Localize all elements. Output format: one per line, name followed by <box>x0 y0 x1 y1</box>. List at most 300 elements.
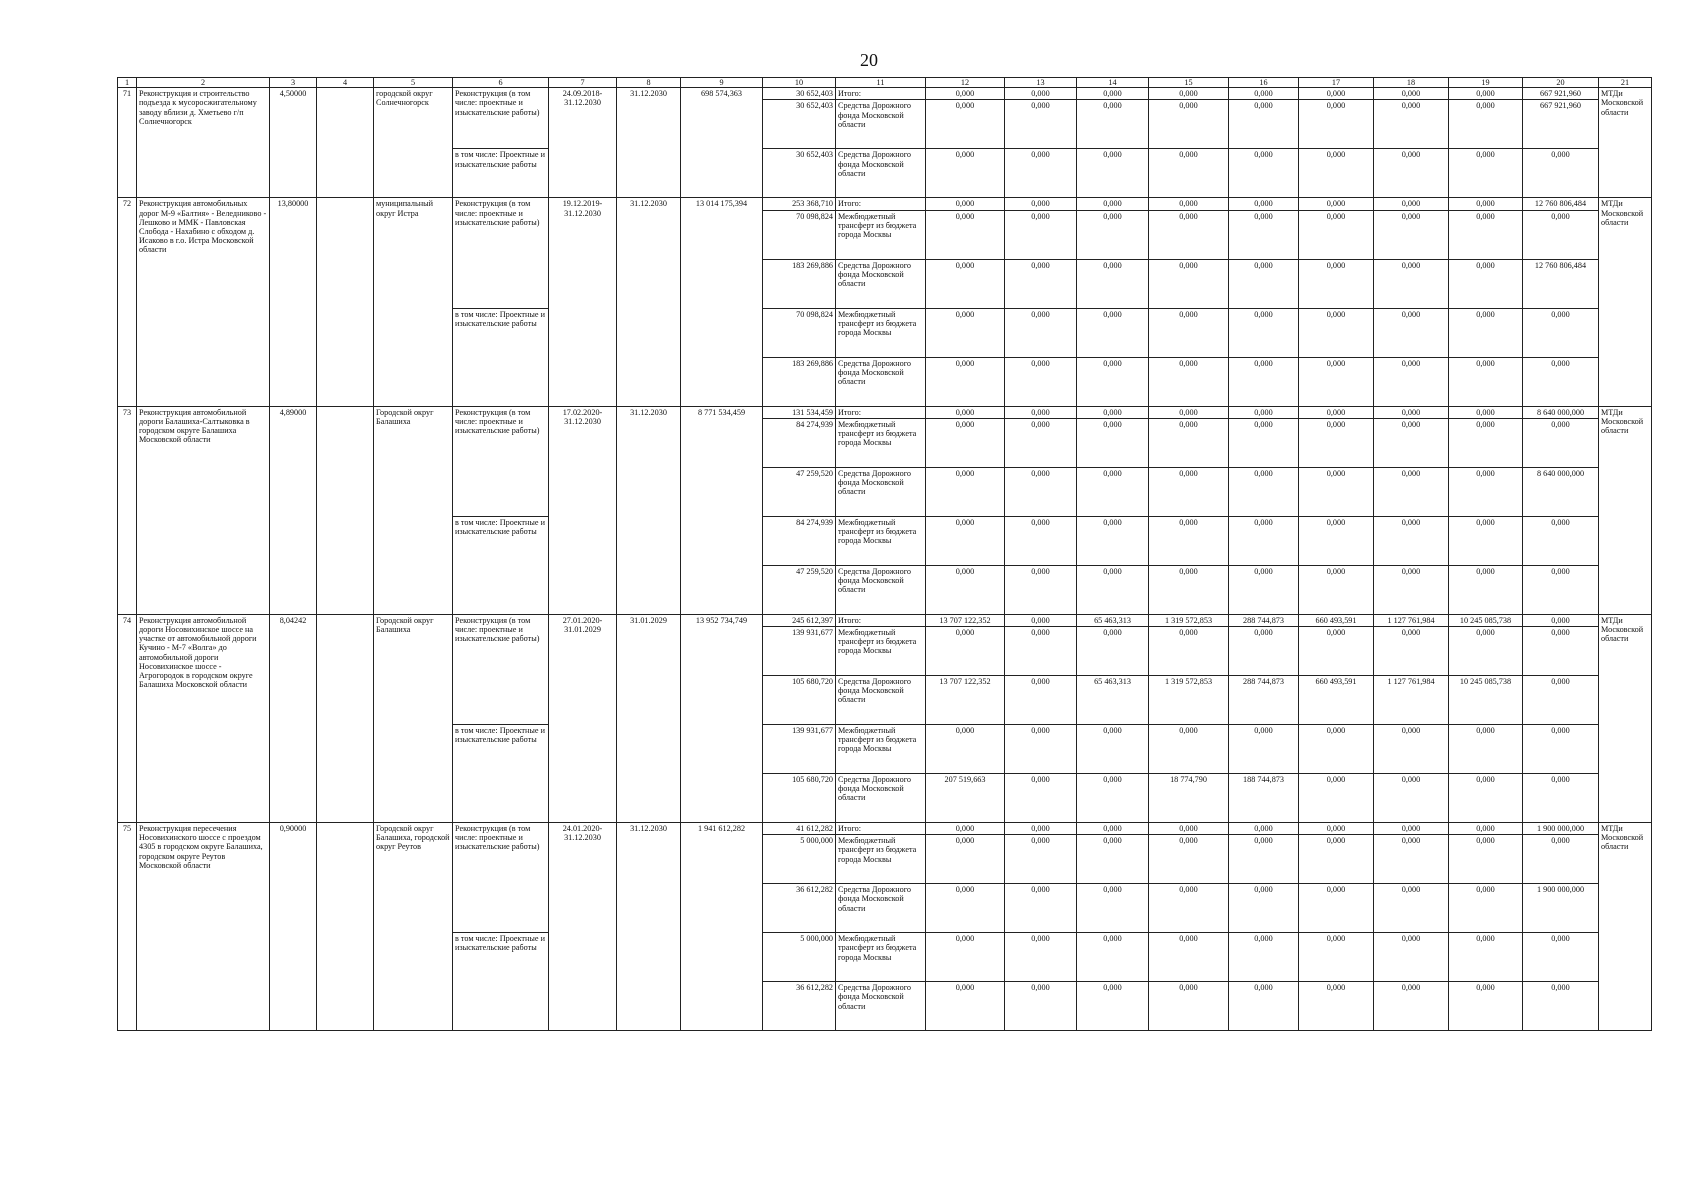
year-value: 12 760 806,484 <box>1523 259 1599 308</box>
year-value: 0,000 <box>1077 198 1149 210</box>
work-type-sub: в том числе: Проектные и изыскательские работы <box>453 724 549 822</box>
year-value: 0,000 <box>1005 100 1077 149</box>
column-header: 15 <box>1149 78 1229 88</box>
year-value: 0,000 <box>1149 822 1229 834</box>
year-value: 0,000 <box>1299 773 1374 822</box>
year-value: 0,000 <box>1449 516 1523 565</box>
financing-source: Межбюджетный трансферт из бюджета города Москвы <box>836 724 926 773</box>
year-value: 0,000 <box>1229 406 1299 418</box>
financing-total: 30 652,403 <box>763 88 836 100</box>
responsible: МТДи Московской области <box>1599 198 1652 406</box>
object-name: Реконструкция автомобильной дороги Балашиха-Салтыковка в городском округе Балашиха Московской области <box>137 406 270 614</box>
year-value: 0,000 <box>1229 100 1299 149</box>
financing-total: 253 368,710 <box>763 198 836 210</box>
cost: 13 952 734,749 <box>681 614 763 822</box>
year-value: 0,000 <box>1523 516 1599 565</box>
year-value: 0,000 <box>1299 933 1374 982</box>
financing-source: Итого: <box>836 406 926 418</box>
year-value: 0,000 <box>1077 516 1149 565</box>
year-value: 0,000 <box>1077 308 1149 357</box>
year-value: 0,000 <box>1374 418 1449 467</box>
year-value: 0,000 <box>1077 933 1149 982</box>
year-value: 0,000 <box>1229 467 1299 516</box>
end-date: 31.12.2030 <box>617 406 681 614</box>
year-value: 0,000 <box>1374 565 1449 614</box>
end-date: 31.12.2030 <box>617 822 681 1030</box>
year-value: 1 319 572,853 <box>1149 675 1229 724</box>
object-name: Реконструкция и строительство подъезда к мусоросжигательному заводу вблизи д. Хметьево г/п Солнечногорск <box>137 88 270 198</box>
year-value: 0,000 <box>926 406 1005 418</box>
year-value: 0,000 <box>1005 467 1077 516</box>
header-row <box>118 78 1652 88</box>
year-value: 0,000 <box>1149 724 1229 773</box>
year-value: 0,000 <box>926 259 1005 308</box>
financing-total: 105 680,720 <box>763 773 836 822</box>
year-value: 1 900 000,000 <box>1523 822 1599 834</box>
municipality: Городской округ Балашиха, городской округ Реутов <box>374 822 453 1030</box>
financing-source: Межбюджетный трансферт из бюджета города Москвы <box>836 933 926 982</box>
year-value: 0,000 <box>1449 88 1523 100</box>
year-value: 0,000 <box>1374 773 1449 822</box>
year-value: 0,000 <box>1077 357 1149 406</box>
year-value: 0,000 <box>1523 357 1599 406</box>
year-value: 0,000 <box>1005 308 1077 357</box>
financing-total: 36 612,282 <box>763 884 836 933</box>
year-value: 0,000 <box>1523 149 1599 198</box>
column-header: 8 <box>617 78 681 88</box>
year-value: 0,000 <box>926 210 1005 259</box>
year-value: 0,000 <box>1149 982 1229 1031</box>
column-header: 10 <box>763 78 836 88</box>
column-header: 17 <box>1299 78 1374 88</box>
year-value: 0,000 <box>1299 210 1374 259</box>
year-value: 0,000 <box>1229 210 1299 259</box>
year-value: 0,000 <box>1374 884 1449 933</box>
year-value: 0,000 <box>926 626 1005 675</box>
year-value: 0,000 <box>1523 626 1599 675</box>
financing-source: Средства Дорожного фонда Московской области <box>836 675 926 724</box>
column-header: 11 <box>836 78 926 88</box>
financing-source: Средства Дорожного фонда Московской области <box>836 565 926 614</box>
year-value: 8 640 000,000 <box>1523 406 1599 418</box>
financing-source: Средства Дорожного фонда Московской области <box>836 773 926 822</box>
row-number: 73 <box>118 406 137 614</box>
year-value: 0,000 <box>926 418 1005 467</box>
period: 24.09.2018-31.12.2030 <box>549 88 617 198</box>
responsible: МТДи Московской области <box>1599 406 1652 614</box>
year-value: 1 319 572,853 <box>1149 614 1229 626</box>
year-value: 0,000 <box>1077 406 1149 418</box>
year-value: 0,000 <box>1005 724 1077 773</box>
financing-total: 30 652,403 <box>763 100 836 149</box>
year-value: 0,000 <box>1077 210 1149 259</box>
column-header: 20 <box>1523 78 1599 88</box>
column-4 <box>317 88 374 198</box>
year-value: 0,000 <box>1229 565 1299 614</box>
year-value: 207 519,663 <box>926 773 1005 822</box>
column-4 <box>317 198 374 406</box>
financing-total: 245 612,397 <box>763 614 836 626</box>
year-value: 0,000 <box>1523 614 1599 626</box>
financing-source: Итого: <box>836 198 926 210</box>
year-value: 0,000 <box>1149 418 1229 467</box>
year-value: 0,000 <box>1299 884 1374 933</box>
year-value: 0,000 <box>1449 259 1523 308</box>
year-value: 0,000 <box>1229 259 1299 308</box>
year-value: 0,000 <box>1523 675 1599 724</box>
year-value: 0,000 <box>1449 210 1523 259</box>
year-value: 0,000 <box>1449 357 1523 406</box>
year-value: 10 245 085,738 <box>1449 614 1523 626</box>
period: 19.12.2019-31.12.2030 <box>549 198 617 406</box>
year-value: 0,000 <box>1229 149 1299 198</box>
cost: 13 014 175,394 <box>681 198 763 406</box>
year-value: 0,000 <box>1005 822 1077 834</box>
year-value: 660 493,591 <box>1299 614 1374 626</box>
year-value: 0,000 <box>926 198 1005 210</box>
financing-total: 105 680,720 <box>763 675 836 724</box>
year-value: 0,000 <box>1299 467 1374 516</box>
year-value: 0,000 <box>1299 565 1374 614</box>
year-value: 10 245 085,738 <box>1449 675 1523 724</box>
year-value: 0,000 <box>1077 835 1149 884</box>
table-body <box>118 88 1652 1031</box>
municipality: муниципальный округ Истра <box>374 198 453 406</box>
year-value: 0,000 <box>1229 418 1299 467</box>
column-header: 7 <box>549 78 617 88</box>
year-value: 0,000 <box>1374 835 1449 884</box>
financing-source: Средства Дорожного фонда Московской области <box>836 259 926 308</box>
cost: 698 574,363 <box>681 88 763 198</box>
year-value: 0,000 <box>926 308 1005 357</box>
financing-total: 5 000,000 <box>763 835 836 884</box>
column-header: 9 <box>681 78 763 88</box>
year-value: 0,000 <box>1005 516 1077 565</box>
year-value: 0,000 <box>1005 210 1077 259</box>
page-number: 20 <box>860 50 878 70</box>
year-value: 667 921,960 <box>1523 88 1599 100</box>
year-value: 0,000 <box>1149 933 1229 982</box>
year-value: 0,000 <box>1523 418 1599 467</box>
year-value: 0,000 <box>1077 259 1149 308</box>
year-value: 0,000 <box>1299 982 1374 1031</box>
work-type: Реконструкция (в том числе: проектные и изыскательские работы) <box>453 614 549 724</box>
financing-total: 47 259,520 <box>763 565 836 614</box>
table-row <box>118 614 1652 626</box>
year-value: 0,000 <box>1077 467 1149 516</box>
year-value: 0,000 <box>1449 418 1523 467</box>
year-value: 0,000 <box>1449 835 1523 884</box>
year-value: 0,000 <box>1299 406 1374 418</box>
year-value: 0,000 <box>1449 724 1523 773</box>
table-row <box>118 198 1652 210</box>
year-value: 0,000 <box>1523 933 1599 982</box>
year-value: 8 640 000,000 <box>1523 467 1599 516</box>
length: 4,89000 <box>270 406 317 614</box>
year-value: 0,000 <box>1005 933 1077 982</box>
financing-total: 41 612,282 <box>763 822 836 834</box>
end-date: 31.12.2030 <box>617 88 681 198</box>
work-type: Реконструкция (в том числе: проектные и изыскательские работы) <box>453 406 549 516</box>
year-value: 1 900 000,000 <box>1523 884 1599 933</box>
responsible: МТДи Московской области <box>1599 88 1652 198</box>
financing-total: 183 269,886 <box>763 357 836 406</box>
financing-total: 183 269,886 <box>763 259 836 308</box>
year-value: 660 493,591 <box>1299 675 1374 724</box>
year-value: 0,000 <box>1229 308 1299 357</box>
year-value: 0,000 <box>1229 626 1299 675</box>
year-value: 0,000 <box>1374 626 1449 675</box>
length: 8,04242 <box>270 614 317 822</box>
end-date: 31.12.2030 <box>617 198 681 406</box>
financing-source: Средства Дорожного фонда Московской области <box>836 467 926 516</box>
year-value: 0,000 <box>1005 88 1077 100</box>
year-value: 0,000 <box>1374 933 1449 982</box>
column-header: 13 <box>1005 78 1077 88</box>
year-value: 0,000 <box>1449 822 1523 834</box>
column-header: 5 <box>374 78 453 88</box>
year-value: 0,000 <box>1449 308 1523 357</box>
year-value: 18 774,790 <box>1149 773 1229 822</box>
financing-source: Межбюджетный трансферт из бюджета города Москвы <box>836 516 926 565</box>
year-value: 0,000 <box>1229 88 1299 100</box>
financing-source: Итого: <box>836 614 926 626</box>
period: 27.01.2020-31.01.2029 <box>549 614 617 822</box>
year-value: 0,000 <box>1149 357 1229 406</box>
year-value: 0,000 <box>926 884 1005 933</box>
year-value: 0,000 <box>1229 884 1299 933</box>
year-value: 0,000 <box>1149 406 1229 418</box>
length: 4,50000 <box>270 88 317 198</box>
financing-source: Средства Дорожного фонда Московской области <box>836 100 926 149</box>
year-value: 0,000 <box>1374 88 1449 100</box>
length: 0,90000 <box>270 822 317 1030</box>
column-header: 21 <box>1599 78 1652 88</box>
year-value: 0,000 <box>1149 835 1229 884</box>
work-type: Реконструкция (в том числе: проектные и изыскательские работы) <box>453 88 549 149</box>
municipality: городской округ Солнечногорск <box>374 88 453 198</box>
year-value: 0,000 <box>1374 308 1449 357</box>
year-value: 0,000 <box>1077 149 1149 198</box>
year-value: 0,000 <box>1299 516 1374 565</box>
column-header: 2 <box>137 78 270 88</box>
year-value: 0,000 <box>1149 467 1229 516</box>
year-value: 0,000 <box>1374 467 1449 516</box>
year-value: 0,000 <box>1449 467 1523 516</box>
year-value: 0,000 <box>1523 308 1599 357</box>
municipality: Городской округ Балашиха <box>374 406 453 614</box>
row-number: 72 <box>118 198 137 406</box>
year-value: 0,000 <box>926 724 1005 773</box>
year-value: 0,000 <box>1449 565 1523 614</box>
column-header: 19 <box>1449 78 1523 88</box>
year-value: 0,000 <box>1077 724 1149 773</box>
column-header: 16 <box>1229 78 1299 88</box>
year-value: 0,000 <box>1149 259 1229 308</box>
object-name: Реконструкция пересечения Носовихинского шоссе с проездом 4305 в городском округе Балашиха, городском округе Реутов Московской области <box>137 822 270 1030</box>
year-value: 0,000 <box>1005 835 1077 884</box>
year-value: 0,000 <box>1449 100 1523 149</box>
year-value: 0,000 <box>1374 198 1449 210</box>
row-number: 74 <box>118 614 137 822</box>
municipality: Городской округ Балашиха <box>374 614 453 822</box>
year-value: 0,000 <box>1374 822 1449 834</box>
responsible: МТДи Московской области <box>1599 822 1652 1030</box>
object-name: Реконструкция автомобильной дороги Носовихинское шоссе на участке от автомобильной дороги Кучино - М-7 «Волга» до автомобильной дороги Носовихинское шоссе - Агрогородок в городском округе Балашиха Московской области <box>137 614 270 822</box>
year-value: 0,000 <box>926 357 1005 406</box>
year-value: 0,000 <box>1077 418 1149 467</box>
year-value: 0,000 <box>1005 259 1077 308</box>
year-value: 0,000 <box>1005 982 1077 1031</box>
work-type: Реконструкция (в том числе: проектные и изыскательские работы) <box>453 198 549 308</box>
year-value: 0,000 <box>1299 626 1374 675</box>
year-value: 0,000 <box>926 516 1005 565</box>
period: 17.02.2020-31.12.2030 <box>549 406 617 614</box>
year-value: 0,000 <box>1077 565 1149 614</box>
year-value: 0,000 <box>1229 822 1299 834</box>
year-value: 0,000 <box>1005 614 1077 626</box>
year-value: 0,000 <box>1299 100 1374 149</box>
cost: 1 941 612,282 <box>681 822 763 1030</box>
year-value: 0,000 <box>1149 100 1229 149</box>
year-value: 0,000 <box>1449 982 1523 1031</box>
year-value: 0,000 <box>1299 149 1374 198</box>
year-value: 0,000 <box>1077 982 1149 1031</box>
year-value: 0,000 <box>1005 884 1077 933</box>
length: 13,80000 <box>270 198 317 406</box>
financing-source: Средства Дорожного фонда Московской области <box>836 982 926 1031</box>
financing-source: Итого: <box>836 822 926 834</box>
column-header: 14 <box>1077 78 1149 88</box>
year-value: 288 744,873 <box>1229 614 1299 626</box>
year-value: 0,000 <box>1005 675 1077 724</box>
financing-source: Средства Дорожного фонда Московской области <box>836 884 926 933</box>
responsible: МТДи Московской области <box>1599 614 1652 822</box>
year-value: 0,000 <box>1523 982 1599 1031</box>
year-value: 0,000 <box>1299 822 1374 834</box>
row-number: 71 <box>118 88 137 198</box>
year-value: 13 707 122,352 <box>926 675 1005 724</box>
year-value: 0,000 <box>1229 933 1299 982</box>
column-header: 18 <box>1374 78 1449 88</box>
financing-total: 30 652,403 <box>763 149 836 198</box>
year-value: 0,000 <box>1374 724 1449 773</box>
year-value: 0,000 <box>1449 933 1523 982</box>
table-row <box>118 406 1652 418</box>
year-value: 0,000 <box>1229 516 1299 565</box>
year-value: 0,000 <box>1005 565 1077 614</box>
financing-total: 139 931,677 <box>763 724 836 773</box>
work-type-sub: в том числе: Проектные и изыскательские работы <box>453 933 549 1031</box>
year-value: 0,000 <box>1005 198 1077 210</box>
year-value: 0,000 <box>1299 724 1374 773</box>
document-table <box>117 77 1652 1031</box>
year-value: 0,000 <box>1229 357 1299 406</box>
year-value: 0,000 <box>1077 822 1149 834</box>
column-header: 4 <box>317 78 374 88</box>
year-value: 0,000 <box>1449 198 1523 210</box>
year-value: 65 463,313 <box>1077 614 1149 626</box>
financing-total: 70 098,824 <box>763 308 836 357</box>
financing-total: 5 000,000 <box>763 933 836 982</box>
year-value: 0,000 <box>926 149 1005 198</box>
financing-total: 139 931,677 <box>763 626 836 675</box>
year-value: 0,000 <box>1077 884 1149 933</box>
year-value: 0,000 <box>1374 516 1449 565</box>
cost: 8 771 534,459 <box>681 406 763 614</box>
year-value: 0,000 <box>1374 149 1449 198</box>
end-date: 31.01.2029 <box>617 614 681 822</box>
year-value: 0,000 <box>1449 884 1523 933</box>
year-value: 0,000 <box>1374 406 1449 418</box>
work-type-sub: в том числе: Проектные и изыскательские работы <box>453 308 549 406</box>
year-value: 0,000 <box>1149 565 1229 614</box>
financing-source: Межбюджетный трансферт из бюджета города Москвы <box>836 210 926 259</box>
financing-total: 36 612,282 <box>763 982 836 1031</box>
year-value: 0,000 <box>1149 884 1229 933</box>
year-value: 13 707 122,352 <box>926 614 1005 626</box>
year-value: 0,000 <box>1374 100 1449 149</box>
year-value: 0,000 <box>1449 149 1523 198</box>
column-4 <box>317 822 374 1030</box>
year-value: 0,000 <box>1523 773 1599 822</box>
year-value: 0,000 <box>926 88 1005 100</box>
year-value: 0,000 <box>1149 308 1229 357</box>
year-value: 0,000 <box>1005 149 1077 198</box>
year-value: 0,000 <box>1374 210 1449 259</box>
financing-total: 70 098,824 <box>763 210 836 259</box>
year-value: 288 744,873 <box>1229 675 1299 724</box>
year-value: 0,000 <box>1149 626 1229 675</box>
year-value: 0,000 <box>1523 724 1599 773</box>
financing-source: Межбюджетный трансферт из бюджета города Москвы <box>836 418 926 467</box>
year-value: 0,000 <box>1523 835 1599 884</box>
financing-total: 84 274,939 <box>763 418 836 467</box>
year-value: 0,000 <box>1229 982 1299 1031</box>
year-value: 0,000 <box>1523 210 1599 259</box>
year-value: 0,000 <box>926 835 1005 884</box>
year-value: 0,000 <box>1229 835 1299 884</box>
year-value: 0,000 <box>926 822 1005 834</box>
year-value: 0,000 <box>1229 724 1299 773</box>
year-value: 0,000 <box>1077 773 1149 822</box>
column-header: 1 <box>118 78 137 88</box>
year-value: 1 127 761,984 <box>1374 675 1449 724</box>
year-value: 0,000 <box>1449 773 1523 822</box>
year-value: 0,000 <box>1077 88 1149 100</box>
work-type: Реконструкция (в том числе: проектные и изыскательские работы) <box>453 822 549 932</box>
year-value: 0,000 <box>1149 149 1229 198</box>
period: 24.01.2020-31.12.2030 <box>549 822 617 1030</box>
work-type-sub: в том числе: Проектные и изыскательские работы <box>453 516 549 614</box>
financing-source: Межбюджетный трансферт из бюджета города Москвы <box>836 835 926 884</box>
year-value: 0,000 <box>926 933 1005 982</box>
year-value: 188 744,873 <box>1229 773 1299 822</box>
financing-source: Средства Дорожного фонда Московской области <box>836 149 926 198</box>
year-value: 0,000 <box>1005 357 1077 406</box>
year-value: 0,000 <box>1077 626 1149 675</box>
year-value: 0,000 <box>1005 773 1077 822</box>
column-header: 12 <box>926 78 1005 88</box>
year-value: 0,000 <box>1149 210 1229 259</box>
year-value: 0,000 <box>1005 418 1077 467</box>
financing-total: 84 274,939 <box>763 516 836 565</box>
financing-source: Средства Дорожного фонда Московской области <box>836 357 926 406</box>
year-value: 0,000 <box>1149 88 1229 100</box>
year-value: 65 463,313 <box>1077 675 1149 724</box>
year-value: 0,000 <box>1005 626 1077 675</box>
year-value: 0,000 <box>926 982 1005 1031</box>
